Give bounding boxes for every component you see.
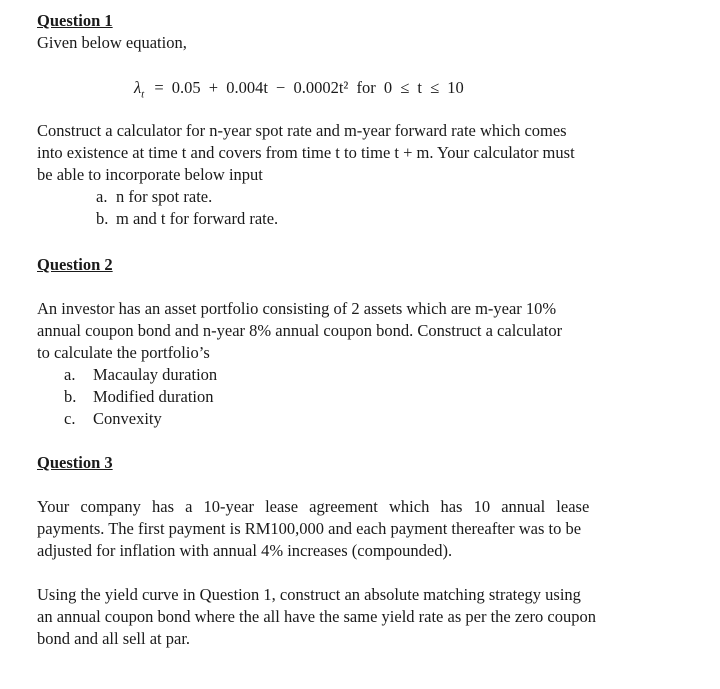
paragraph-line: Using the yield curve in Question 1, construct an absolute matching strategy using xyxy=(37,585,581,604)
paragraph-line: payments. The first payment is RM100,000 and each payment thereafter was to be xyxy=(37,519,582,538)
question-2-list xyxy=(64,364,217,430)
equation-lambda: λ xyxy=(134,78,142,97)
paragraph-line: an annual coupon bond where the all have the same yield rate as per the zero coupon xyxy=(37,607,596,626)
list-item: c. Convexity xyxy=(64,409,162,428)
list-item: a. Macaulay duration xyxy=(64,365,218,384)
question-2-heading: Question 2 xyxy=(37,255,113,274)
equation-subscript: t xyxy=(141,88,145,101)
paragraph-line: adjusted for inflation with annual 4% increases (compounded). xyxy=(37,541,453,560)
paragraph-line: bond and all sell at par. xyxy=(37,629,191,648)
question-1-list xyxy=(96,186,278,230)
paragraph-line: An investor has an asset portfolio consisting of 2 assets which are m-year 10% xyxy=(37,299,557,318)
list-item: b. m and t for forward rate. xyxy=(96,209,279,228)
paragraph-line: into existence at time t and covers from time t to time t + m. Your calculator must xyxy=(37,143,575,162)
paragraph-line: to calculate the portfolio’s xyxy=(37,343,210,362)
equation xyxy=(134,77,464,105)
paragraph-line: Construct a calculator for n-year spot rate and m-year forward rate which comes xyxy=(37,121,567,140)
question-3-heading: Question 3 xyxy=(37,453,113,472)
paragraph-line: annual coupon bond and n-year 8% annual coupon bond. Construct a calculator xyxy=(37,321,563,340)
question-1-intro: Given below equation, xyxy=(37,33,187,52)
question-3-paragraph-2 xyxy=(37,584,709,650)
question-1-heading: Question 1 xyxy=(37,11,113,30)
paragraph-line: Your company has a 10-year lease agreement which has 10 annual lease xyxy=(37,497,590,516)
question-3-paragraph-1 xyxy=(37,496,709,562)
list-item: a. n for spot rate. xyxy=(96,187,213,206)
paragraph-line: be able to incorporate below input xyxy=(37,165,263,184)
equation-body: = 0.05 + 0.004t − 0.0002t² for 0 ≤ t ≤ 10 xyxy=(154,78,464,97)
question-1-paragraph xyxy=(37,120,709,186)
question-2-paragraph xyxy=(37,298,709,364)
list-item: b. Modified duration xyxy=(64,387,214,406)
